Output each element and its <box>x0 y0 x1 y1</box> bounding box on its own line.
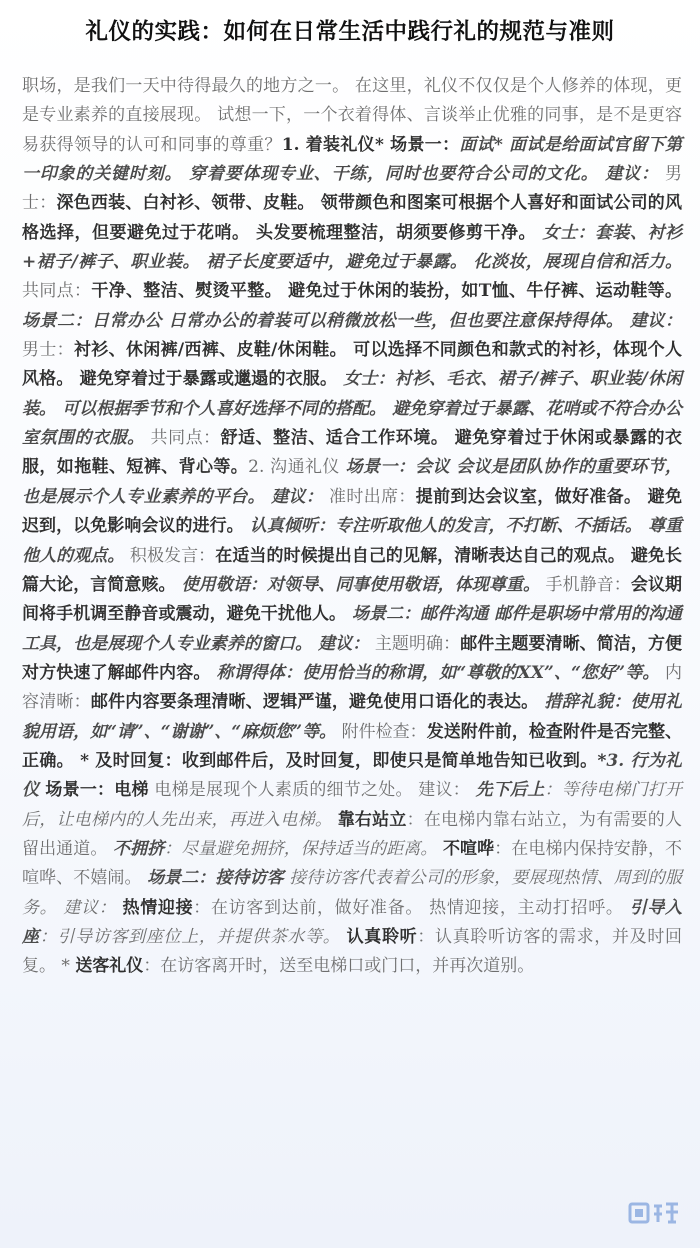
text-segment: 称谓得体：使用恰当的称谓，如“尊敬的XX”、“您好”等。 <box>216 662 660 683</box>
text-segment: 认真聆听 <box>346 926 418 947</box>
text-segment: 电梯是展现个人素质的细节之处。 建议： <box>148 780 476 801</box>
text-segment: 共同点： <box>22 281 92 302</box>
text-segment: 不拥挤 <box>112 838 165 859</box>
text-segment: 共同点： <box>144 428 221 449</box>
text-segment: 内容清晰： <box>22 662 683 713</box>
text-segment: 1. 着装礼仪* 场景一： <box>281 134 460 155</box>
text-segment: ：引导访客到座位上，并提供茶水等。 <box>39 926 347 947</box>
text-segment: 场景二：日常办公 日常办公的着装可以稍微放松一些，但也要注意保持得体。 建议： <box>22 310 682 331</box>
text-segment: ：尽量避免拥挤，保持适当的距离。 <box>164 838 443 859</box>
text-segment: ：在访客到达前，做好准备。 热情迎接，主动打招呼。 <box>193 897 630 918</box>
text-segment: 场景一：会议 会议是团队协作的重要环节，也是展示个人专业素养的平台。 建议： <box>22 457 683 507</box>
text-segment: 热情迎接 <box>122 897 194 918</box>
text-segment: 面试* 面试是给面试官留下第一印象的关键时刻。 穿着要体现专业、干练，同时也要符合公司的文化。 建议： <box>22 134 682 185</box>
text-segment: 提前到达会议室，做好准备。 避免迟到，以免影响会议的进行。 <box>22 486 683 537</box>
text-segment: 送客礼仪 <box>75 956 144 977</box>
text-segment: ：认真聆听访客的需求，并及时回复。 * <box>22 926 683 977</box>
text-segment: ：等待电梯门打开后，让电梯内的人先出来，再进入电梯。 <box>22 780 683 830</box>
text-segment: 接待访客代表着公司的形象，要展现热情、周到的服务。 建议： <box>22 868 683 918</box>
text-segment: 引导入座 <box>22 897 683 947</box>
text-segment: ：在访客离开时，送至电梯口或门口，并再次道别。 <box>143 956 535 977</box>
text-segment: 主题明确： <box>369 633 461 654</box>
text-segment: ：在电梯内靠右站立，为有需要的人留出通道。 <box>22 809 683 859</box>
text-segment: 场景二：邮件沟通 邮件是职场中常用的沟通工具，也是展现个人专业素养的窗口。 建议： <box>22 604 682 654</box>
text-segment: 邮件主题要清晰、简洁，方便对方快速了解邮件内容。 <box>22 633 683 683</box>
text-segment: 靠右站立 <box>337 809 407 830</box>
text-segment: 2. 沟通礼仪 <box>248 457 346 478</box>
text-segment: 积极发言： <box>124 545 216 566</box>
text-segment: 衬衫、休闲裤/西裤、皮鞋/休闲鞋。 可以选择不同颜色和款式的衬衫，体现个人风格。 避免穿着过于暴露或邋遢的衣服。 <box>22 340 683 390</box>
text-segment: 措辞礼貌：使用礼貌用语，如“请”、“谢谢”、“麻烦您”等。 <box>22 692 683 742</box>
text-segment: 先下后上 <box>475 780 545 801</box>
text-segment: 深色西装、白衬衫、领带、皮鞋。 领带颜色和图案可根据个人喜好和面试公司的风格选择，但要避免过于花哨。 头发要梳理整洁，胡须要修剪干净。 <box>22 193 683 243</box>
text-segment: 场景二：接待访客 <box>147 868 284 889</box>
text-segment: 场景一：电梯 <box>45 780 149 801</box>
text-segment: 3. 行为礼仪 <box>22 750 682 801</box>
text-segment: 邮件内容要条理清晰、逻辑严谨，避免使用口语化的表达。 <box>90 692 545 713</box>
text-segment: 认真倾听：专注听取他人的发言，不打断、不插话。 尊重他人的观点。 <box>22 516 683 566</box>
page-title: 礼仪的实践：如何在日常生活中践行礼的规范与准则 <box>85 19 615 45</box>
text-segment: ：在电梯内保持安静，不喧哗、不嬉闹。 <box>22 838 683 889</box>
text-segment: 男士： <box>22 340 74 361</box>
text-segment: 不喧哗 <box>442 838 495 859</box>
text-segment: 使用敬语：对领导、同事使用敬语，体现尊重。 <box>181 574 541 595</box>
text-segment: 职场，是我们一天中待得最久的地方之一。 在这里，礼仪不仅仅是个人修养的体现，更是专业素养的直接展现。 试想一下，一个衣着得体、言谈举止优雅的同事，是不是更容易获得领导的认可和同事的尊重？ <box>22 76 682 155</box>
text-segment: 女士：衬衫、毛衣、裙子/裤子、职业装/休闲装。 可以根据季节和个人喜好选择不同的搭配。 避免穿着过于暴露、花哨或不符合办公室氛围的衣服。 <box>22 369 682 449</box>
text-segment: 发送附件前，检查附件是否完整、正确。 * 及时回复：收到邮件后，及时回复，即使只是简单地告知已收到。* <box>22 721 683 771</box>
article-body <box>22 72 682 982</box>
text-segment: 准时出席： <box>323 486 416 507</box>
text-segment: 手机静音： <box>540 574 631 595</box>
text-segment: 舒适、整洁、适合工作环境。 避免穿着过于休闲或暴露的衣服，如拖鞋、短裤、背心等。 <box>22 428 683 478</box>
text-segment: 男士： <box>22 164 682 214</box>
logo-icon <box>628 1200 680 1226</box>
text-segment: 会议期间将手机调至静音或震动，避免干扰他人。 <box>22 574 683 625</box>
text-segment: 附件检查： <box>336 721 427 742</box>
text-segment: 在适当的时候提出自己的见解，清晰表达自己的观点。 避免长篇大论，言简意赅。 <box>22 545 683 595</box>
text-segment: 女士：套装、衬衫+裙子/裤子、职业装。 裙子长度要适中，避免过于暴露。 化淡妆，展现自信和活力。 <box>22 222 682 273</box>
text-segment: 干净、整洁、熨烫平整。 避免过于休闲的装扮，如T恤、牛仔裤、运动鞋等。 <box>91 281 682 302</box>
